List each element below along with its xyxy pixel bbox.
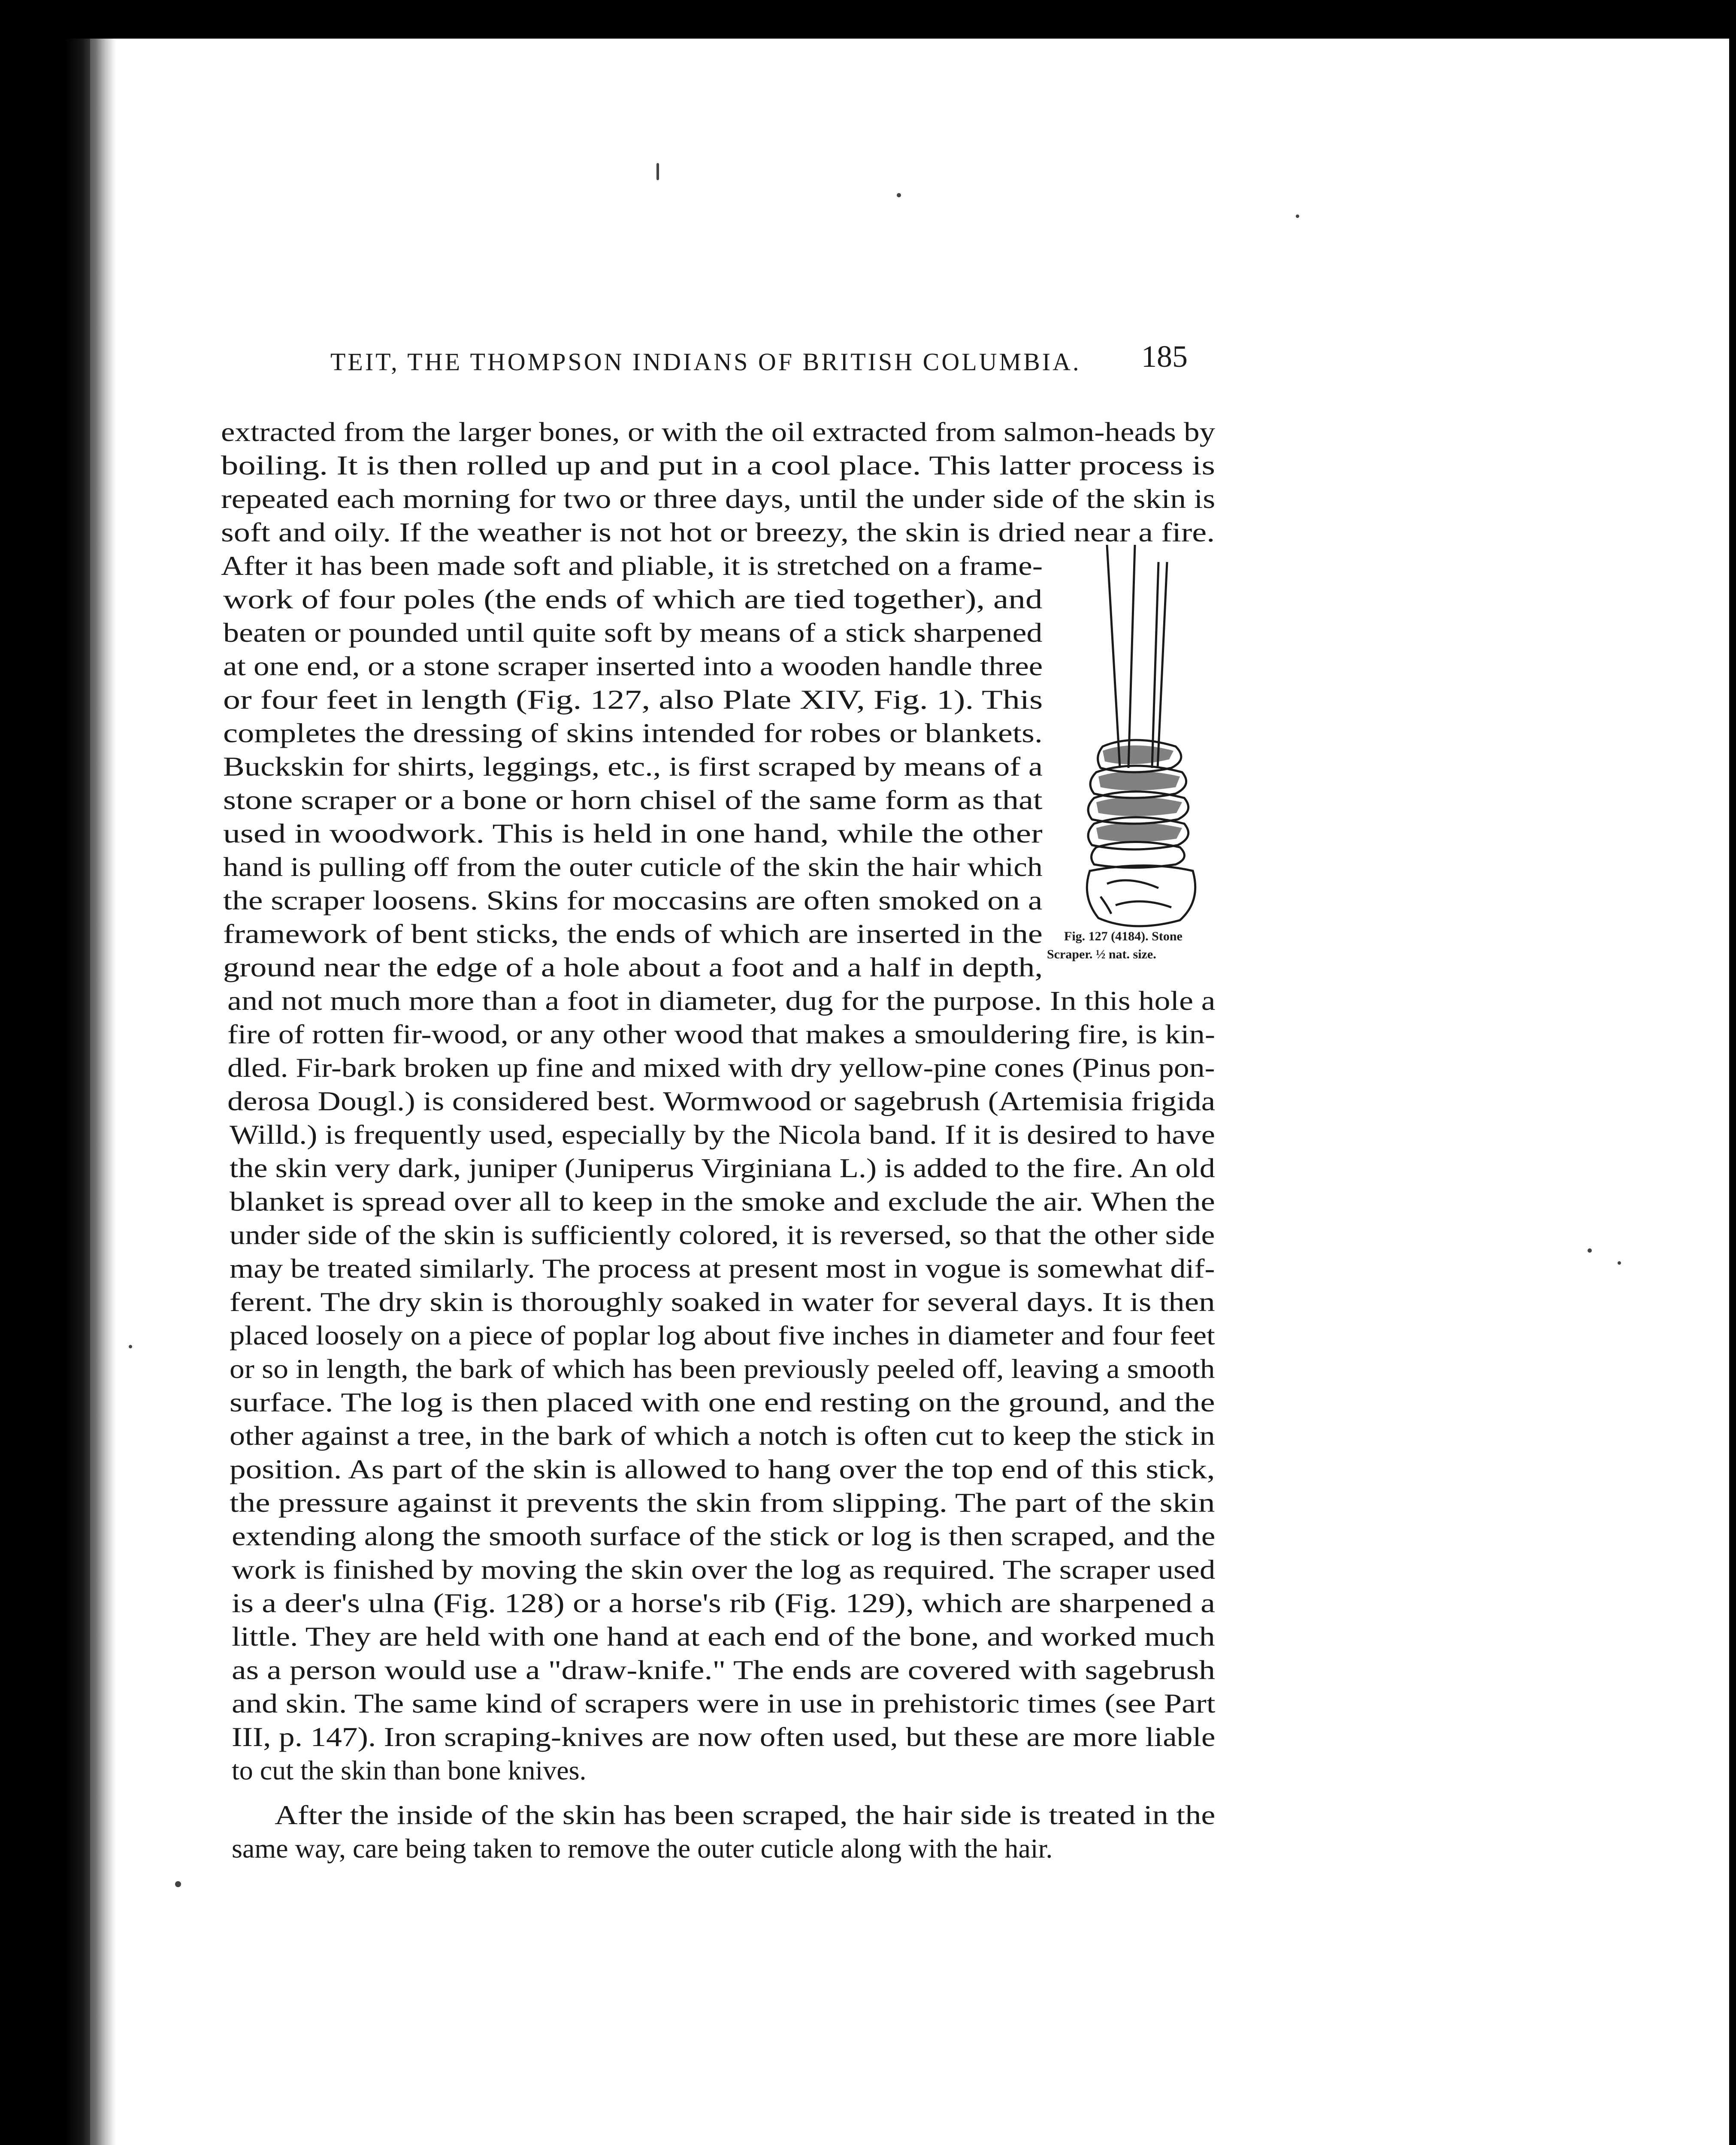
- text-line: framework of bent sticks, the ends of which are inserted in the: [223, 918, 1043, 949]
- text-line: as a person would use a "draw-knife." The ends are covered with sagebrush: [232, 1655, 1216, 1685]
- scan-speck: [897, 193, 901, 197]
- stone-scraper-figure: [1060, 545, 1231, 931]
- text-line: extending along the smooth surface of the stick or log is then scraped, and the: [232, 1521, 1216, 1551]
- text-line: or four feet in length (Fig. 127, also Plate XIV, Fig. 1). This: [223, 684, 1043, 715]
- text-line: extracted from the larger bones, or with the oil extracted from salmon-heads by: [221, 417, 1216, 447]
- scan-speck: [129, 1345, 132, 1348]
- text-line: completes the dressing of skins intended for robes or blankets.: [223, 718, 1043, 748]
- text-line: to cut the skin than bone knives.: [232, 1755, 587, 1785]
- text-line: other against a tree, in the bark of which a notch is often cut to keep the stick in: [230, 1420, 1215, 1451]
- text-line: soft and oily. If the weather is not hot or breezy, the skin is dried near a fire.: [221, 517, 1215, 547]
- binding-shadow: [64, 39, 116, 2145]
- text-line: blanket is spread over all to keep in the smoke and exclude the air. When the: [230, 1186, 1215, 1217]
- text-line: dled. Fir-bark broken up fine and mixed with dry yellow-pine cones (Pinus pon-: [227, 1052, 1215, 1083]
- scan-right-border: [1729, 0, 1736, 2145]
- text-line: under side of the skin is sufficiently colored, it is reversed, so that the other side: [230, 1220, 1215, 1250]
- figure-caption: Fig. 127 (4184). Stone: [1064, 929, 1183, 943]
- text-line: Buckskin for shirts, leggings, etc., is first scraped by means of a: [223, 751, 1043, 782]
- text-line: may be treated similarly. The process at present most in vogue is somewhat dif-: [230, 1253, 1215, 1284]
- scan-speck: [1618, 1261, 1621, 1265]
- figure-caption: Scraper. ½ nat. size.: [1047, 947, 1156, 961]
- text-line: After the inside of the skin has been scraped, the hair side is treated in the: [275, 1800, 1216, 1830]
- text-line: little. They are held with one hand at each end of the bone, and worked much: [232, 1621, 1215, 1652]
- scan-speck: [656, 163, 659, 180]
- running-head: TEIT, THE THOMPSON INDIANS OF BRITISH COLUMBIA.: [330, 348, 1081, 376]
- text-line: and skin. The same kind of scrapers were in use in prehistoric times (see Part: [232, 1688, 1216, 1719]
- text-line: at one end, or a stone scraper inserted into a wooden handle three: [223, 651, 1043, 681]
- text-line: stone scraper or a bone or horn chisel of the same form as that: [223, 785, 1043, 815]
- text-line: work is finished by moving the skin over the log as required. The scraper used: [232, 1554, 1216, 1585]
- text-line: used in woodwork. This is held in one hand, while the other: [223, 818, 1043, 849]
- text-line: hand is pulling off from the outer cuticle of the skin the hair which: [223, 852, 1043, 882]
- text-line: same way, care being taken to remove the outer cuticle along with the hair.: [232, 1833, 1053, 1864]
- scan-top-border: [0, 0, 1736, 39]
- page-number: 185: [1141, 339, 1188, 374]
- text-line: placed loosely on a piece of poplar log about five inches in diameter and four feet: [230, 1320, 1215, 1350]
- stone-scraper-illustration: [1060, 545, 1231, 931]
- text-line: surface. The log is then placed with one end resting on the ground, and the: [230, 1387, 1215, 1417]
- scan-speck: [1588, 1248, 1592, 1253]
- text-line: is a deer's ulna (Fig. 128) or a horse's rib (Fig. 129), which are sharpened a: [232, 1588, 1216, 1618]
- text-line: position. As part of the skin is allowed to hang over the top end of this stick,: [230, 1454, 1215, 1484]
- text-line: derosa Dougl.) is considered best. Wormwood or sagebrush (Artemisia frigida: [227, 1086, 1216, 1116]
- text-line: the scraper loosens. Skins for moccasins are often smoked on a: [223, 885, 1043, 915]
- scan-speck: [1296, 214, 1299, 218]
- scan-speck: [175, 1881, 181, 1887]
- text-line: beaten or pounded until quite soft by means of a stick sharpened: [223, 617, 1043, 648]
- text-line: fire of rotten fir-wood, or any other wood that makes a smouldering fire, is kin-: [227, 1019, 1215, 1049]
- text-line: After it has been made soft and pliable, it is stretched on a frame-: [221, 550, 1043, 581]
- text-line: boiling. It is then rolled up and put in a cool place. This latter process is: [221, 450, 1215, 480]
- text-line: Willd.) is frequently used, especially by the Nicola band. If it is desired to have: [230, 1119, 1215, 1150]
- text-line: and not much more than a foot in diameter, dug for the purpose. In this hole a: [227, 985, 1216, 1016]
- text-line: or so in length, the bark of which has been previously peeled off, leaving a smooth: [230, 1353, 1215, 1384]
- text-line: ground near the edge of a hole about a foot and a half in depth,: [223, 952, 1043, 982]
- text-line: repeated each morning for two or three days, until the under side of the skin is: [221, 483, 1216, 514]
- text-line: the pressure against it prevents the skin from slipping. The part of the skin: [230, 1487, 1215, 1518]
- text-line: ferent. The dry skin is thoroughly soaked in water for several days. It is then: [230, 1287, 1215, 1317]
- text-line: the skin very dark, juniper (Juniperus Virginiana L.) is added to the fire. An old: [230, 1153, 1215, 1183]
- text-line: III, p. 147). Iron scraping-knives are now often used, but these are more liable: [232, 1722, 1216, 1752]
- text-line: work of four poles (the ends of which are tied together), and: [223, 584, 1043, 614]
